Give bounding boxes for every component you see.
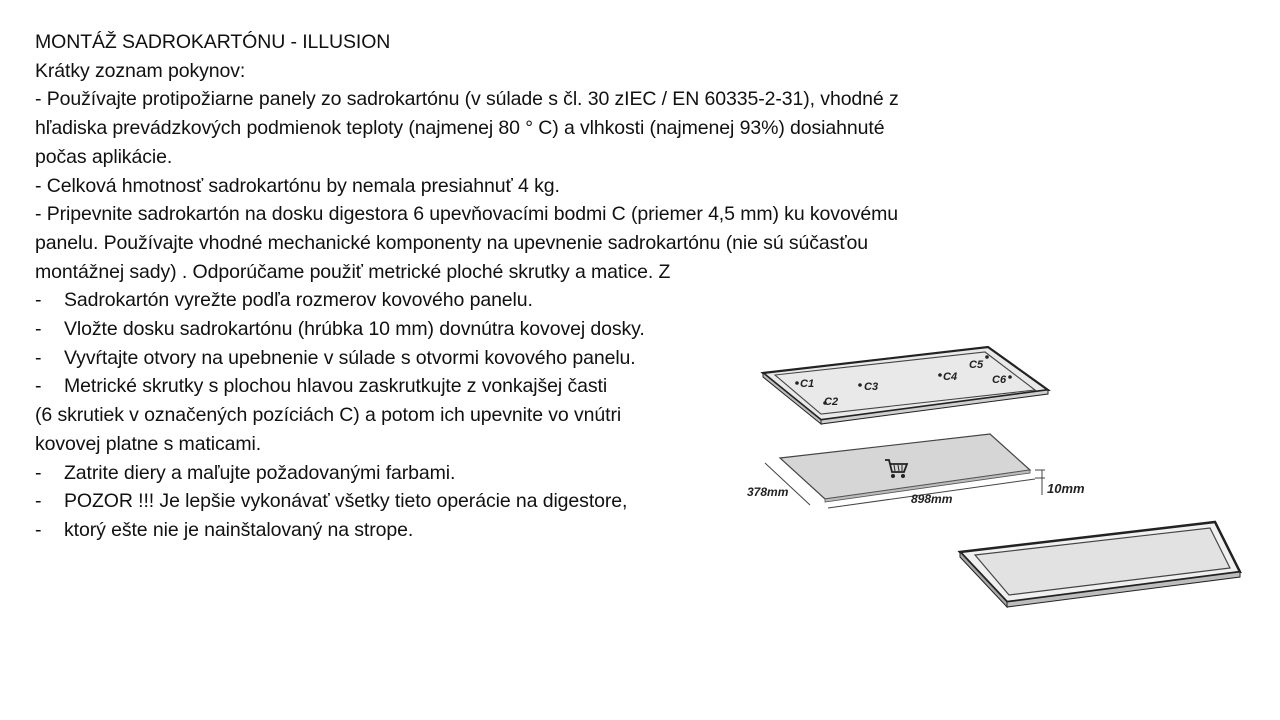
step-dash: - (35, 490, 42, 513)
thickness-label: 10mm (1047, 481, 1085, 496)
metal-panel-bottom (960, 522, 1240, 607)
label-c5: C5 (969, 359, 984, 371)
text-line: hľadiska prevádzkových podmienok teploty (najmenej 80 ° C) a vlhkosti (najmenej 93%) dosiahnuté (35, 117, 885, 140)
width-label: 378mm (747, 485, 789, 499)
metal-panel-top (763, 347, 1048, 424)
continuation-line: kovovej platne s maticami. (35, 432, 262, 455)
assembly-figure (735, 330, 1280, 635)
text-line: panelu. Používajte vhodné mechanické komponenty na upevnenie sadrokartónu (nie sú súčasťou (35, 231, 869, 254)
text-line: Krátky zoznam pokynov: (35, 59, 246, 82)
step-text: Sadrokartón vyrežte podľa rozmerov kovového panelu. (64, 289, 533, 312)
plasterboard-sheet (747, 434, 1085, 508)
document-title: MONTÁŽ SADROKARTÓNU - ILLUSION (35, 31, 391, 53)
label-c4: C4 (943, 371, 958, 383)
step-item (35, 286, 1035, 315)
assembly-diagram (735, 330, 1280, 635)
step-text: POZOR !!! Je lepšie vykonávať všetky tieto operácie na digestore, (64, 490, 628, 513)
step-dash: - (35, 375, 42, 398)
step-text: Vyvŕtajte otvory na upebnenie v súlade s otvormi kovového panelu. (64, 346, 636, 369)
text-line: - Používajte protipožiarne panely zo sadrokartónu (v súlade s čl. 30 zIEC / EN 60335-2-31), vhodné z (35, 88, 899, 111)
label-c2: C2 (824, 396, 839, 408)
step-dash: - (35, 289, 42, 312)
step-dash: - (35, 318, 42, 341)
step-text: Vložte dosku sadrokartónu (hrúbka 10 mm) dovnútra kovovej dosky. (64, 318, 645, 341)
label-c1: C1 (800, 378, 815, 390)
label-c3: C3 (864, 381, 879, 393)
step-text: Metrické skrutky s plochou hlavou zaskrutkujte z vonkajšej časti (64, 375, 608, 398)
step-dash: - (35, 346, 42, 369)
step-dash: - (35, 518, 42, 541)
text-line: - Celková hmotnosť sadrokartónu by nemala presiahnuť 4 kg. (35, 174, 560, 197)
text-line: počas aplikácie. (35, 145, 173, 168)
step-dash: - (35, 461, 42, 484)
text-line: montážnej sady) . Odporúčame použiť metrické ploché skrutky a matice. Z (35, 260, 671, 283)
length-label: 898mm (911, 492, 953, 506)
label-c6: C6 (992, 374, 1007, 386)
step-text: Zatrite diery a maľujte požadovanými farbami. (64, 461, 456, 484)
text-line: - Pripevnite sadrokartón na dosku digestora 6 upevňovacími bodmi C (priemer 4,5 mm) ku kovovému (35, 203, 898, 226)
continuation-line: (6 skrutiek v označených pozíciách C) a potom ich upevnite vo vnútri (35, 404, 622, 427)
step-text: ktorý ešte nie je nainštalovaný na strope. (64, 518, 414, 541)
